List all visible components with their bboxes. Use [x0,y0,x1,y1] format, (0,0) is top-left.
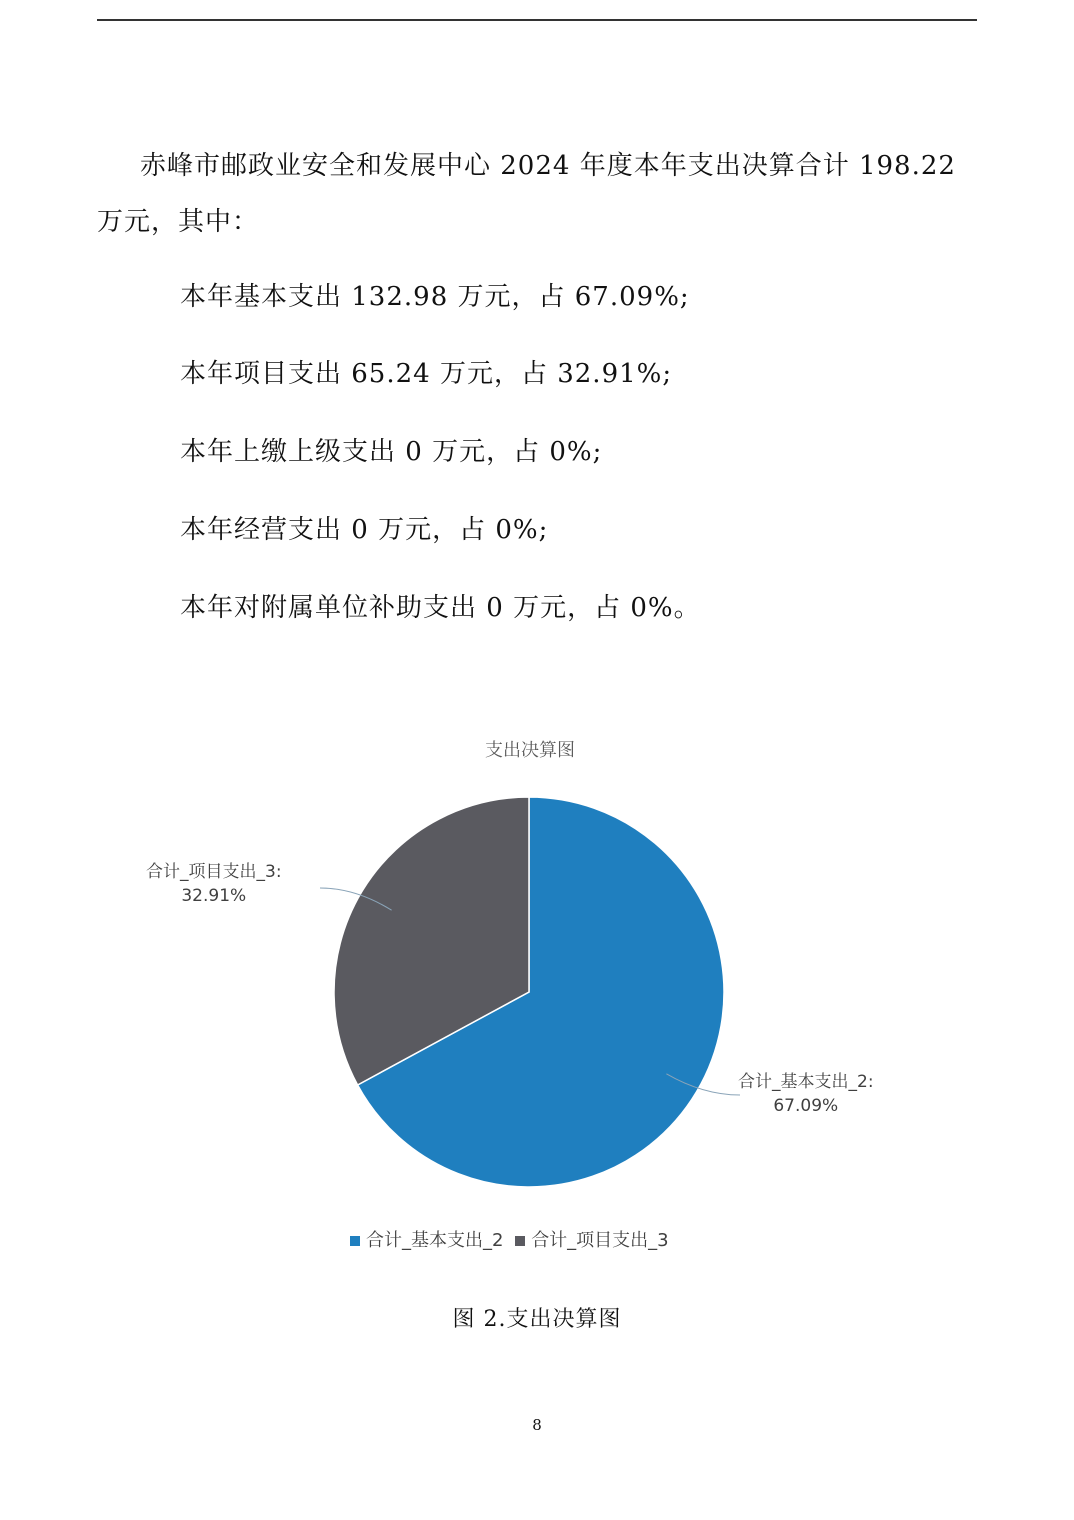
figure-caption: 图 2.支出决算图 [452,1307,622,1332]
legend-swatch-project [515,1236,525,1246]
chart-legend [350,1226,675,1252]
data-label-basic [738,1070,874,1118]
item-subsidiary-expenditure: 本年对附属单位补助支出 0 万元，占 0%。 [180,593,701,623]
item-business-expenditure: 本年经营支出 0 万元，占 0%; [180,515,549,545]
data-label-basic-name: 合计_基本支出_2: [738,1072,874,1092]
item-project-expenditure: 本年项目支出 65.24 万元，占 32.91%; [180,359,673,389]
data-label-project [146,860,282,908]
chart-title: 支出决算图 [485,740,575,761]
legend-entry-basic [350,1226,503,1252]
item-upper-level-expenditure: 本年上缴上级支出 0 万元，占 0%; [180,437,603,467]
legend-swatch-basic [350,1236,360,1246]
page-number: 8 [532,1416,542,1434]
data-label-project-value: 32.91% [181,886,247,906]
legend-label-basic: 合计_基本支出_2 [366,1230,504,1251]
item-basic-expenditure: 本年基本支出 132.98 万元，占 67.09%; [180,282,690,312]
legend-label-project: 合计_项目支出_3 [531,1230,669,1251]
data-label-project-name: 合计_项目支出_3: [146,862,282,882]
legend-entry-project [515,1226,668,1252]
intro-paragraph: 赤峰市邮政业安全和发展中心 2024 年度本年支出决算合计 198.22 万元，其中： [97,151,956,237]
data-label-basic-value: 67.09% [773,1096,839,1116]
